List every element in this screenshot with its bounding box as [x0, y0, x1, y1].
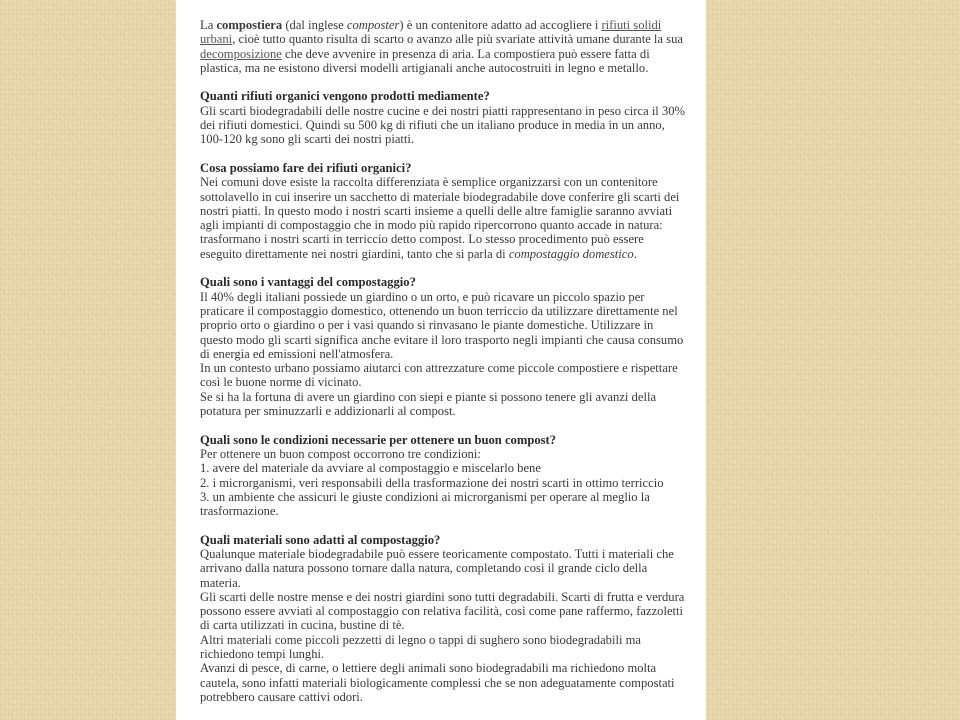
section-paragraph: Per ottenere un buon compost occorrono tre condizioni:	[200, 446, 481, 461]
intro-text-end: che deve avvenire in presenza di aria. La compostiera può essere fatta di plastica, ma ne esistono diversi modelli artigianali anche autocostruiti in legno e metallo.	[200, 46, 650, 75]
section-body-text: Nei comuni dove esiste la raccolta differenziata è semplice organizzarsi con un contenitore sottolavello in cui inserire un sacchetto di materiale biodegradabile dove conferire gli scarti dei nostri piatti. In questo modo i nostri scarti insieme a quelli delle altre famiglie saranno avviati agli impianti di compostaggio che in modo più rapido ripercorrono quanto accade in natura: trasformano i nostri scarti in terriccio detto compost. Lo stesso procedimento può essere eseguito direttamente nei nostri giardini, tanto che si parla di	[200, 175, 680, 261]
section-body-rifiuti-prodotti: Gli scarti biodegradabili delle nostre cucine e dei nostri piatti rappresentano in peso circa il 30% dei rifiuti domestici. Quindi su 500 kg di rifiuti che un italiano produce in media in un anno, 100-120 kg sono gli scarti dei nostri piatti.	[200, 103, 686, 147]
scanned-page	[176, 0, 706, 720]
section-paragraph: Gli scarti delle nostre mense e dei nostri giardini sono tutti degradabili. Scarti di frutta e verdura possono essere avviati al compostaggio con relativa facilità, così come pane raffermo, fazzoletti di carta utilizzati in cucina, bustine di tè.	[200, 589, 685, 633]
section-heading-cosa-fare: Cosa possiamo fare dei rifiuti organici?	[200, 160, 412, 175]
section-heading-vantaggi: Quali sono i vantaggi del compostaggio?	[200, 275, 416, 290]
intro-text-start: La	[200, 18, 217, 32]
section-paragraph: Altri materiali come piccoli pezzetti di legno o tappi di sughero sono biodegradabili ma richiedono tempi lunghi.	[200, 632, 642, 662]
condition-item-2: 2. i microrganismi, veri responsabili della trasformazione dei nostri scarti in ottimo terriccio	[200, 475, 664, 490]
section-body-cosa-fare	[200, 175, 686, 261]
section-paragraph: Avanzi di pesce, di carne, o lettiere degli animali sono biodegradabili ma richiedono molta cautela, sono infatti materiali biologicamente complessi che se non adeguatamente compostati potrebbero causare cattivi odori.	[200, 661, 675, 704]
condition-item-3: 3. un ambiente che assicuri le giuste condizioni ai microrganismi per operare al meglio la trasformazione.	[200, 489, 650, 519]
section-body-emphasis: compostaggio domestico	[508, 246, 634, 261]
intro-term-english: composter	[346, 18, 400, 32]
condition-item-1: 1. avere del materiale da avviare al compostaggio e miscelarlo bene	[200, 461, 541, 476]
intro-term: compostiera	[216, 18, 283, 32]
section-paragraph: Il 40% degli italiani possiede un giardino o un orto, e può ricavare un piccolo spazio per praticare il compostaggio domestico, ottenendo un buon terriccio da utilizzare direttamente nel proprio orto o giardino o per i vasi quando si rinvasano le piante domestiche. Utilizzare in questo modo gli scarti significa anche evitare il loro trasporto negli impianti che causa consumo di energia ed emissioni nell'atmosfera.	[200, 289, 684, 361]
document-text	[200, 18, 686, 704]
intro-text: ) è un contenitore adatto ad accogliere i	[399, 18, 602, 32]
section-paragraph: Qualunque materiale biodegradabile può essere teoricamente compostato. Tutti i materiali che arrivano dalla natura possono tornare dalla natura, completando così il grande ciclo della materia.	[200, 546, 674, 590]
section-heading-rifiuti-prodotti: Quanti rifiuti organici vengono prodotti mediamente?	[200, 89, 490, 104]
section-heading-materiali: Quali materiali sono adatti al compostaggio?	[200, 532, 441, 547]
intro-text: (dal inglese	[282, 18, 347, 32]
intro-text: , cioè tutto quanto risulta di scarto o avanzo alle più svariate attività umane durante la sua	[232, 32, 683, 47]
section-heading-condizioni: Quali sono le condizioni necessarie per ottenere un buon compost?	[200, 432, 557, 447]
link-rifiuti-solidi-urbani[interactable]: rifiuti solidi urbani	[200, 18, 662, 47]
section-body-end: .	[633, 246, 637, 261]
section-paragraph: In un contesto urbano possiamo aiutarci con attrezzature come piccole compostiere e rispettare così le buone norme di vicinato.	[200, 361, 678, 390]
link-decomposizione[interactable]: decomposizione	[200, 46, 282, 61]
intro-paragraph	[200, 18, 686, 75]
section-paragraph: Se si ha la fortuna di avere un giardino con siepi e piante si possono tenere gli avanzi della potatura per sminuzzarli e addizionarli al compost.	[200, 389, 657, 419]
